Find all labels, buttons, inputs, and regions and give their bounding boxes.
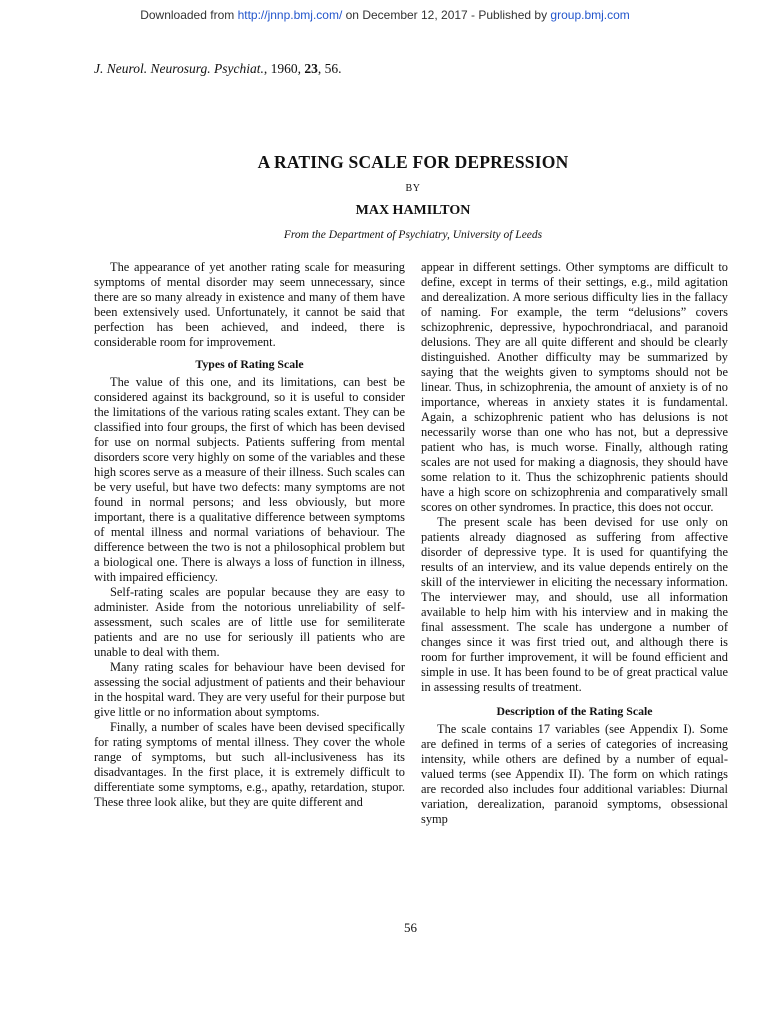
paragraph-continued: appear in different settings. Other symptoms are difficult to define, except in terms of their settings, e.g., mild agitation and derealization. A more serious difficulty lies in the fallacy of naming. For example, the term “delusions” covers schizophrenic, depressive, hypochrondriacal, and paranoid delusions. They are all quite different and should be clearly distinguished. Another difficulty may be summarized by saying that the weights given to symptoms should not be linear. Thus, in schizophrenia, the amount of anxiety is of no importance, whereas in anxiety states it is fundamental. Again, a schizophrenic patient who has delusions is not necessarily worse than one who has not, but a depressive patient who has, is much worse. Finally, although rating scales are not used for making a diagnosis, they should have some relation to it. Thus the schizophrenic patients should have a high score on schizophrenia and comparatively small scores on other syndromes. In practice, this does not occur. [421, 260, 728, 514]
paragraph-value: The value of this one, and its limitations, can best be considered against its background, so it is useful to consider the limitations of the various rating scales extant. They can be classified into four groups, the first of which has been devised for use on normal subjects. Patients suffering from mental disorders score very highly on some of the variables and these high scores serve as a measure of their illness. Such scales can be very useful, but have two defects: many symptoms are not found in normal persons; and less obviously, but more important, there is a qualitative difference between symptoms of mental illness and normal variations of behaviour. The difference between the two is not a philosophical problem but a biological one. There is always a loss of function in illness, with impaired efficiency. [94, 375, 405, 584]
paragraph-self-rating: Self-rating scales are popular because they are easy to administer. Aside from the notorious unreliability of self-assessment, such scales are of little use for semiliterate patients and are no use for seriously ill patients who are unable to deal with them. [94, 585, 405, 659]
section-heading-description: Description of the Rating Scale [496, 704, 653, 718]
group-bmj-link[interactable]: group.bmj.com [550, 8, 630, 22]
article-title: A RATING SCALE FOR DEPRESSION [257, 152, 569, 172]
citation-pages: , 56. [317, 61, 342, 76]
paragraph-intro: The appearance of yet another rating scale for measuring symptoms of mental disorder may seem unnecessary, since there are so many already in existence and many of them have been extensively used. Unfortunately, it cannot be said that perfection has been achieved, and indeed, there is considerable room for improvement. [94, 260, 405, 349]
paragraph-present-scale: The present scale has been devised for use only on patients already diagnosed as suffering from affective disorder of depressive type. It is used for quantifying the results of an interview, and its value depends entirely on the skill of the interviewer in eliciting the necessary information. The interviewer may, and should, use all information available to help him with his interview and in making the final assessment. The scale has undergone a number of changes since it was first tried out, and although there is room for further improvement, it will be found efficient and simple in use. It has been found to be of great practical value in assessing results of treatment. [421, 515, 728, 694]
paragraph-finally: Finally, a number of scales have been devised specifically for rating symptoms of mental illness. They cover the whole range of symptoms, but such all-inclusiveness has its disadvantages. In the first place, it is extremely difficult to differentiate some symptoms, e.g., apathy, retardation, stupor. These three look alike, but they are quite different and [94, 720, 405, 809]
citation-volume: 23 [304, 61, 318, 76]
byline-by: BY [405, 183, 421, 194]
banner-prefix: Downloaded from [140, 8, 238, 22]
section-heading-types: Types of Rating Scale [195, 357, 304, 371]
author-name: MAX HAMILTON [355, 203, 471, 218]
banner-middle: on December 12, 2017 - Published by [342, 8, 551, 22]
left-column [94, 260, 405, 810]
right-column [421, 260, 728, 827]
paragraph-behaviour-scales: Many rating scales for behaviour have been devised for assessing the social adjustment of patients and their behaviour in the hospital ward. They are very useful for their purpose but give little or no information about symptoms. [94, 660, 405, 719]
journal-url-link[interactable]: http://jnnp.bmj.com/ [237, 8, 343, 22]
paragraph-scale-contents: The scale contains 17 variables (see Appendix I). Some are defined in terms of a series of categories of increasing intensity, while others are defined by a number of equal-valued terms (see Appendix II). The form on which ratings are recorded also includes four additional variables: Diurnal variation, derealization, paranoid symptoms, obsessional symp [421, 722, 728, 826]
citation-year: , 1960, [263, 61, 305, 76]
journal-name: J. Neurol. Neurosurg. Psychiat. [94, 61, 264, 76]
download-banner [0, 8, 770, 22]
author-affiliation: From the Department of Psychiatry, University of Leeds [283, 229, 543, 241]
page-number: 56 [404, 920, 417, 935]
journal-citation [94, 61, 341, 77]
